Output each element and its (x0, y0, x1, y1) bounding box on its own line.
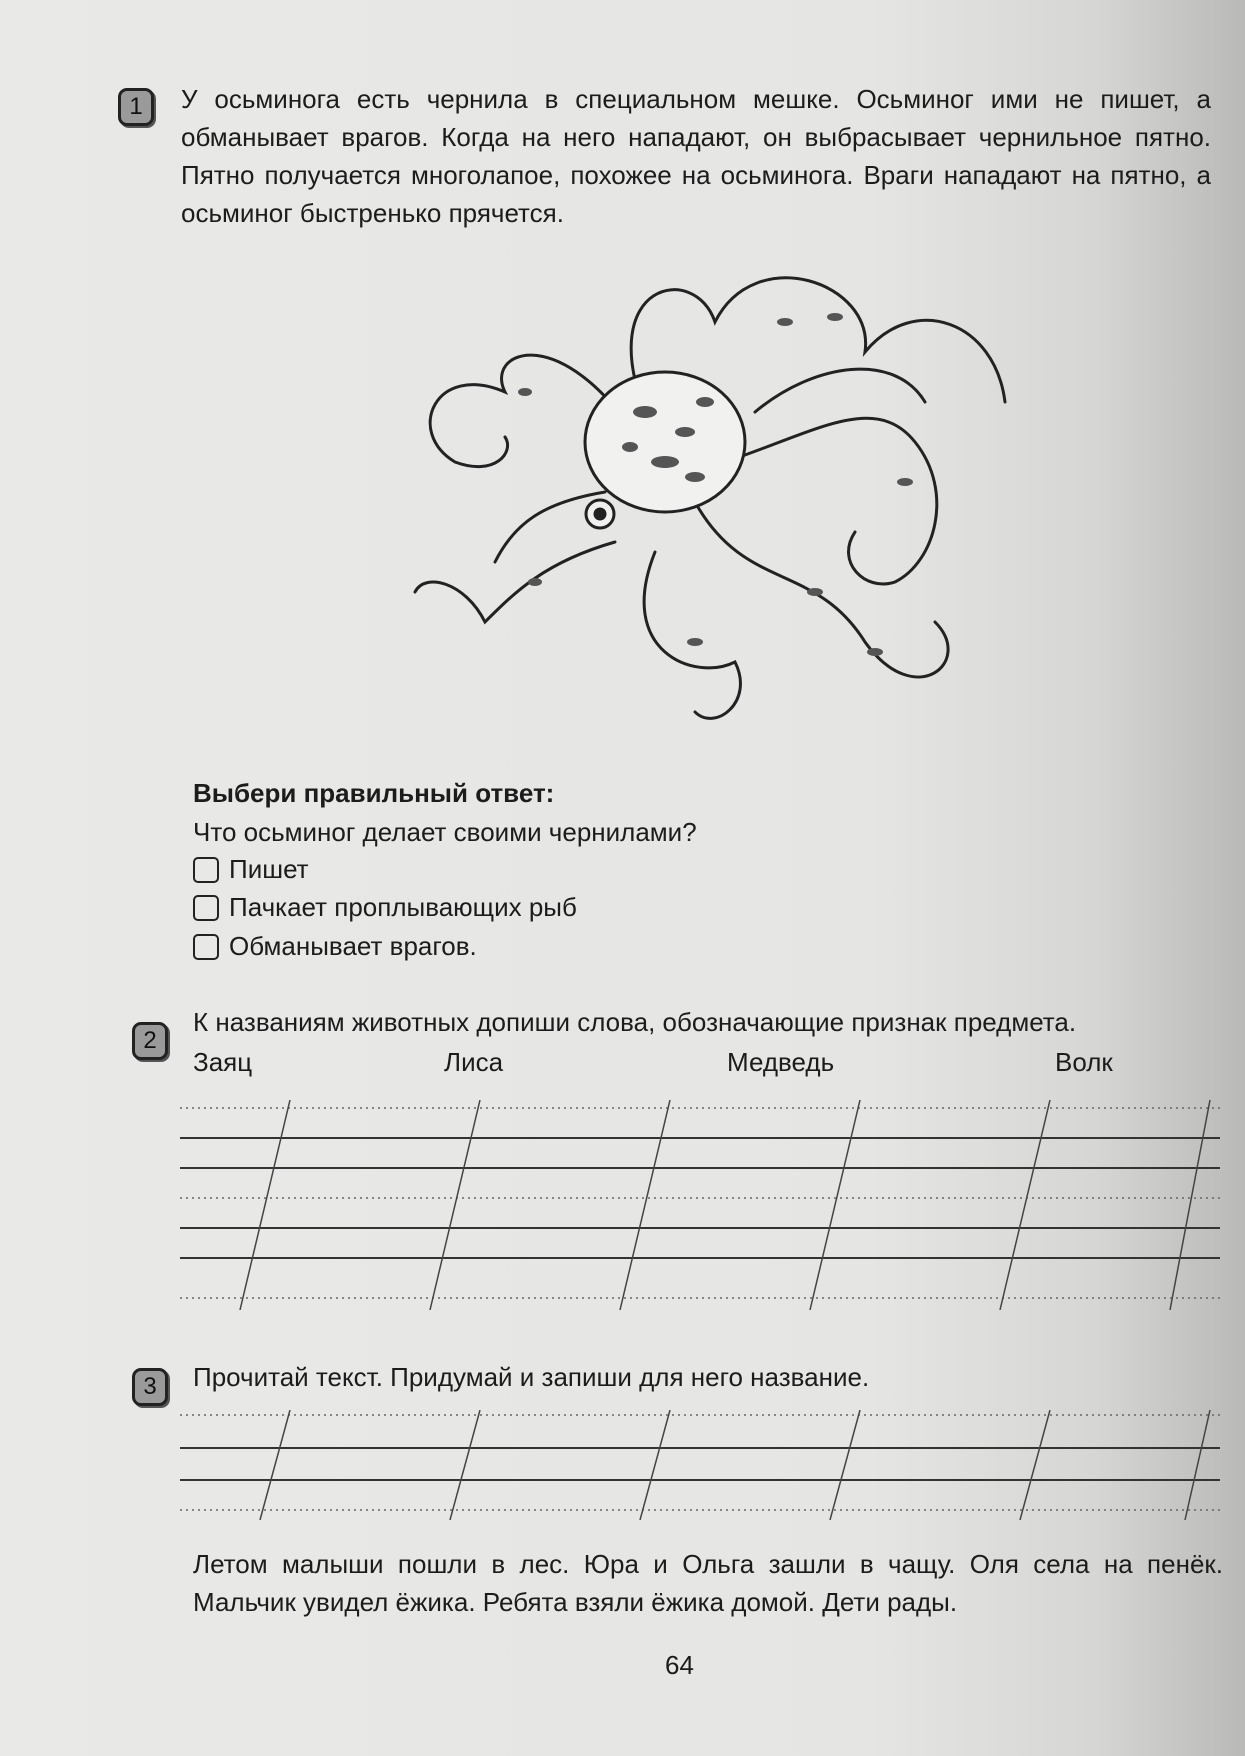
option-label: Обманывает врагов. (229, 931, 477, 961)
title-writing-lines[interactable] (180, 1410, 1220, 1520)
animal-label: Медведь (727, 1047, 835, 1077)
answer-option-3[interactable] (193, 931, 477, 962)
page-number: 64 (665, 1650, 694, 1680)
checkbox[interactable] (193, 934, 219, 960)
answer-option-1[interactable] (193, 854, 309, 885)
animal-label: Лиса (444, 1047, 504, 1077)
option-label: Пишет (229, 854, 309, 884)
question-text: Что осьминог делает своими чернилами? (193, 817, 697, 847)
story-text: Летом малыши пошли в лес. Юра и Ольга зашли в чащу. Оля села на пенёк. Мальчик увидел ёжика. Ребята взяли ёжика домой. Дети рады. (193, 1549, 1223, 1617)
task-1-number: 1 (118, 88, 154, 126)
task-2-number: 2 (132, 1022, 168, 1060)
animal-label: Волк (1055, 1047, 1113, 1077)
writing-lines[interactable] (180, 1100, 1220, 1310)
task-3-number: 3 (132, 1368, 168, 1406)
task-1-text: У осьминога есть чернила в специальном мешке. Осьминог ими не пишет, а обманывает врагов. Когда на него нападают, он выбрасывает чернильное пятно. Пятно получается многолапое, похожее на осьминога. Враги нападают на пятно, а осьминог быстренько прячется. (181, 84, 1211, 228)
task-3-text: Прочитай текст. Придумай и запиши для него название. (193, 1362, 870, 1392)
checkbox[interactable] (193, 857, 219, 883)
checkbox[interactable] (193, 895, 219, 921)
octopus-illustration (395, 262, 1045, 732)
task-2-text: К названиям животных допиши слова, обозначающие признак предмета. (193, 1007, 1077, 1037)
answer-option-2[interactable] (193, 892, 577, 923)
animal-label: Заяц (193, 1047, 253, 1077)
question-title: Выбери правильный ответ: (193, 778, 555, 808)
option-label: Пачкает проплывающих рыб (229, 892, 577, 922)
